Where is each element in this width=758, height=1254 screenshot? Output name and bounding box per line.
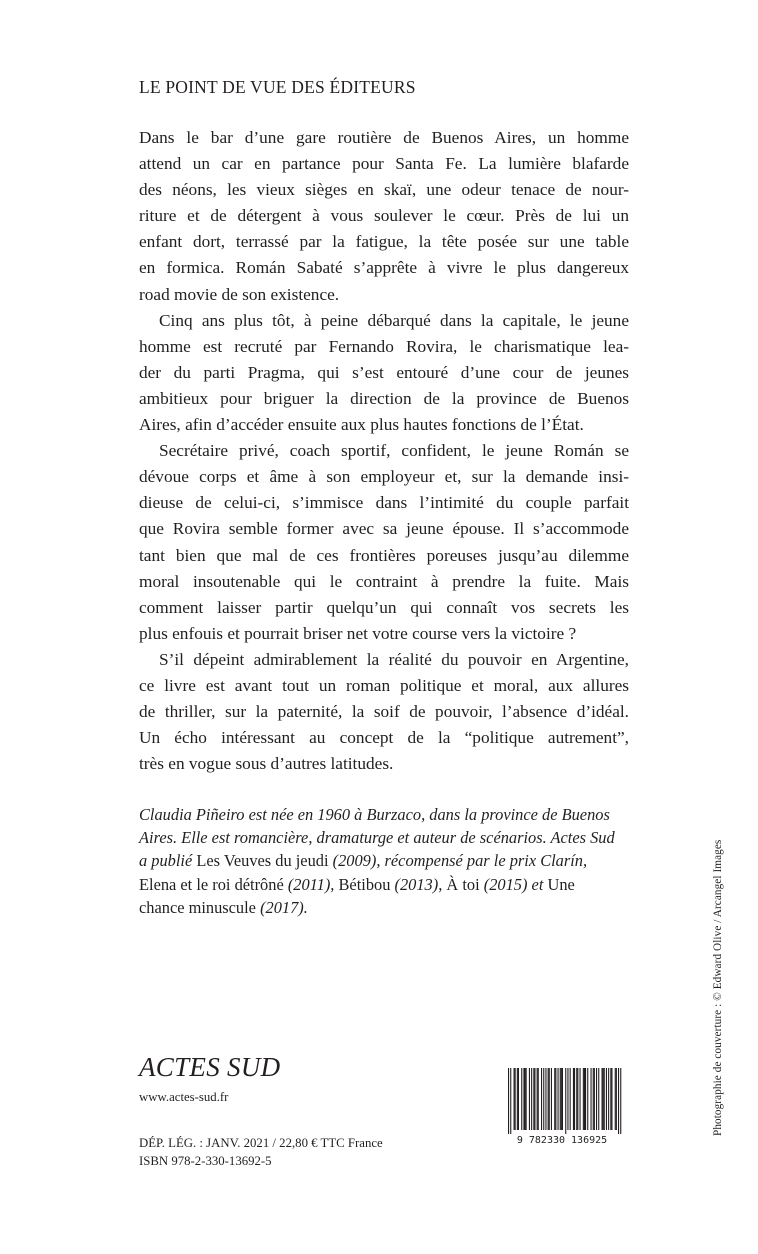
barcode-bar bbox=[554, 1068, 555, 1130]
barcode-bar bbox=[515, 1068, 516, 1130]
barcode-bar bbox=[618, 1068, 619, 1134]
text-line: des néons, les vieux sièges en skaï, une odeur tenace de nour- bbox=[139, 180, 629, 200]
barcode-bar bbox=[551, 1068, 552, 1130]
barcode-bar bbox=[573, 1068, 574, 1130]
barcode-bar bbox=[517, 1068, 518, 1130]
text-line: enfant dort, terrassé par la fatigue, la tête posée sur une table bbox=[139, 232, 629, 252]
barcode-bar bbox=[611, 1068, 612, 1130]
bio-line bbox=[139, 896, 639, 919]
barcode-bar bbox=[616, 1068, 617, 1130]
text-line: comment laisser partir quelqu’un qui connaît vos secrets les bbox=[139, 597, 629, 617]
text-line: Aires, afin d’accéder ensuite aux plus hautes fonctions de l’État. bbox=[139, 415, 584, 435]
barcode-bar bbox=[525, 1068, 526, 1130]
text-line: dévoue corps et âme à son employeur et, sur la demande insi- bbox=[139, 467, 629, 487]
barcode-bar bbox=[583, 1068, 584, 1130]
text-line: très en vogue sous d’autres latitudes. bbox=[139, 754, 394, 774]
text-line: road movie de son existence. bbox=[139, 284, 340, 304]
barcode-bar bbox=[558, 1068, 559, 1130]
barcode-bar bbox=[531, 1068, 532, 1130]
barcode-bar bbox=[523, 1068, 524, 1130]
publisher-website: www.actes-sud.fr bbox=[139, 1090, 229, 1104]
bio-text: (2015) et bbox=[479, 874, 548, 894]
blurb-paragraph bbox=[139, 308, 629, 438]
barcode-bar bbox=[510, 1068, 511, 1134]
barcode-bar bbox=[570, 1068, 571, 1130]
barcode-bar bbox=[508, 1068, 509, 1134]
barcode-bar bbox=[608, 1068, 609, 1130]
text-line: Dans le bar d’une gare routière de Buenos Aires, un homme bbox=[139, 128, 629, 147]
barcode-bar bbox=[587, 1068, 588, 1130]
isbn: ISBN 978-2-330-13692-5 bbox=[139, 1154, 272, 1168]
barcode-bar bbox=[533, 1068, 534, 1130]
barcode-bar bbox=[580, 1068, 581, 1130]
blurb-paragraph bbox=[139, 647, 629, 777]
barcode-bar bbox=[598, 1068, 599, 1130]
book-title: À toi bbox=[446, 874, 480, 894]
barcode-bar bbox=[537, 1068, 538, 1130]
barcode-bar bbox=[577, 1068, 578, 1130]
book-title: chance minuscule bbox=[139, 897, 256, 917]
barcode-bar bbox=[514, 1068, 515, 1130]
barcode-bar bbox=[518, 1068, 519, 1130]
book-title: Une bbox=[547, 874, 575, 894]
barcode-bar bbox=[594, 1068, 595, 1130]
text-line: que Rovira semble former avec sa jeune épouse. Il s’accommode bbox=[139, 519, 629, 539]
barcode-bar bbox=[541, 1068, 542, 1130]
bio-text: (2013), bbox=[390, 874, 447, 894]
text-line: S’il dépeint admirablement la réalité du pouvoir en Argentine, bbox=[159, 649, 629, 669]
barcode-bar bbox=[526, 1068, 527, 1130]
book-title: Elena et le roi détrôné bbox=[139, 874, 284, 894]
barcode-bar bbox=[538, 1068, 539, 1130]
barcode-bar bbox=[591, 1068, 592, 1130]
author-bio bbox=[139, 803, 639, 919]
barcode-bar bbox=[606, 1068, 607, 1130]
barcode-bar bbox=[585, 1068, 586, 1130]
isbn-barcode bbox=[496, 1066, 628, 1146]
bio-text: Claudia Piñeiro est née en 1960 à Burzaco, dans la province de Buenos bbox=[139, 805, 610, 824]
barcode-bar bbox=[596, 1068, 597, 1130]
barcode-bar bbox=[574, 1068, 575, 1130]
text-line: en formica. Román Sabaté s’apprête à vivre le plus dangereux bbox=[139, 258, 629, 278]
bio-line bbox=[139, 803, 639, 826]
text-line: ce livre est avant tout un roman politique et moral, aux allures bbox=[139, 675, 629, 695]
barcode-bar bbox=[561, 1068, 562, 1130]
barcode-bar bbox=[576, 1068, 577, 1130]
barcode-bar bbox=[604, 1068, 605, 1130]
barcode-bar bbox=[545, 1068, 546, 1130]
barcode-bar bbox=[565, 1068, 566, 1134]
barcode-bar bbox=[534, 1068, 535, 1130]
barcode-bar bbox=[610, 1068, 611, 1130]
barcode-bar bbox=[521, 1068, 522, 1130]
text-line: de thriller, sur la paternité, la soif de pouvoir, l’absence d’idéal. bbox=[139, 702, 629, 722]
text-line: Cinq ans plus tôt, à peine débarqué dans la capitale, le jeune bbox=[159, 310, 629, 330]
text-line: ambitieux pour briguer la direction de la province de Buenos bbox=[139, 388, 629, 408]
book-title: Les Veuves du jeudi bbox=[196, 851, 329, 871]
barcode-digits: 9 782330 136925 bbox=[516, 1135, 608, 1146]
barcode-bar bbox=[567, 1068, 568, 1130]
text-line: Secrétaire privé, coach sportif, confident, le jeune Román se bbox=[159, 441, 629, 461]
bio-line bbox=[139, 873, 639, 896]
blurb-text bbox=[139, 125, 629, 777]
barcode-bar bbox=[548, 1068, 549, 1130]
text-line: Un écho intéressant au concept de la “politique autrement”, bbox=[139, 728, 629, 748]
barcode-bar bbox=[543, 1068, 544, 1130]
book-title: Bétibou bbox=[338, 874, 391, 894]
barcode-bar bbox=[615, 1068, 616, 1130]
barcode-bar bbox=[593, 1068, 594, 1130]
bio-text: (2009), récompensé par le prix Clarín, bbox=[328, 851, 588, 871]
text-line: dieuse de celui-ci, s’immisce dans l’intimité du couple parfait bbox=[139, 493, 629, 513]
barcode-bar bbox=[549, 1068, 550, 1130]
text-line: plus enfouis et pourrait briser net votre course vers la victoire ? bbox=[139, 623, 577, 643]
text-line: riture et de détergent à vous soulever le cœur. Près de lui un bbox=[139, 206, 629, 226]
legal-deposit-price: DÉP. LÉG. : JANV. 2021 / 22,80 € TTC France bbox=[139, 1136, 383, 1150]
blurb-paragraph bbox=[139, 438, 629, 647]
barcode-bar bbox=[603, 1068, 604, 1130]
bio-line bbox=[139, 826, 639, 849]
barcode-bar bbox=[555, 1068, 556, 1130]
bio-text: a publié bbox=[139, 851, 197, 871]
section-heading: LE POINT DE VUE DES ÉDITEURS bbox=[139, 77, 416, 97]
barcode-bar bbox=[529, 1068, 530, 1130]
barcode-bar bbox=[562, 1068, 563, 1130]
publisher-logo: ACTES SUD bbox=[139, 1052, 281, 1082]
text-line: moral insoutenable qui le contraint à prendre la fuite. Mais bbox=[139, 571, 629, 591]
legal-info bbox=[139, 1134, 383, 1170]
bio-text: (2011), bbox=[283, 874, 339, 894]
blurb-paragraph bbox=[139, 125, 629, 308]
barcode-bar bbox=[602, 1068, 603, 1130]
barcode-bar bbox=[560, 1068, 561, 1130]
text-line: homme est recruté par Fernando Rovira, le charismatique lea- bbox=[139, 336, 629, 356]
barcode-bar bbox=[584, 1068, 585, 1130]
bio-text: Aires. Elle est romancière, dramaturge et auteur de scénarios. Actes Sud bbox=[139, 828, 615, 848]
photo-credit: Photographie de couverture : © Edward Olive / Arcangel Images bbox=[712, 839, 724, 1136]
text-line: der du parti Pragma, qui s’est entouré d’une cour de jeunes bbox=[139, 362, 629, 382]
text-line: attend un car en partance pour Santa Fe. La lumière blafarde bbox=[139, 154, 629, 174]
text-line: tant bien que mal de ces frontières poreuses jusqu’au dilemme bbox=[139, 545, 629, 565]
bio-line bbox=[139, 849, 639, 872]
barcode-bar bbox=[620, 1068, 621, 1134]
bio-text: (2017). bbox=[255, 897, 308, 917]
